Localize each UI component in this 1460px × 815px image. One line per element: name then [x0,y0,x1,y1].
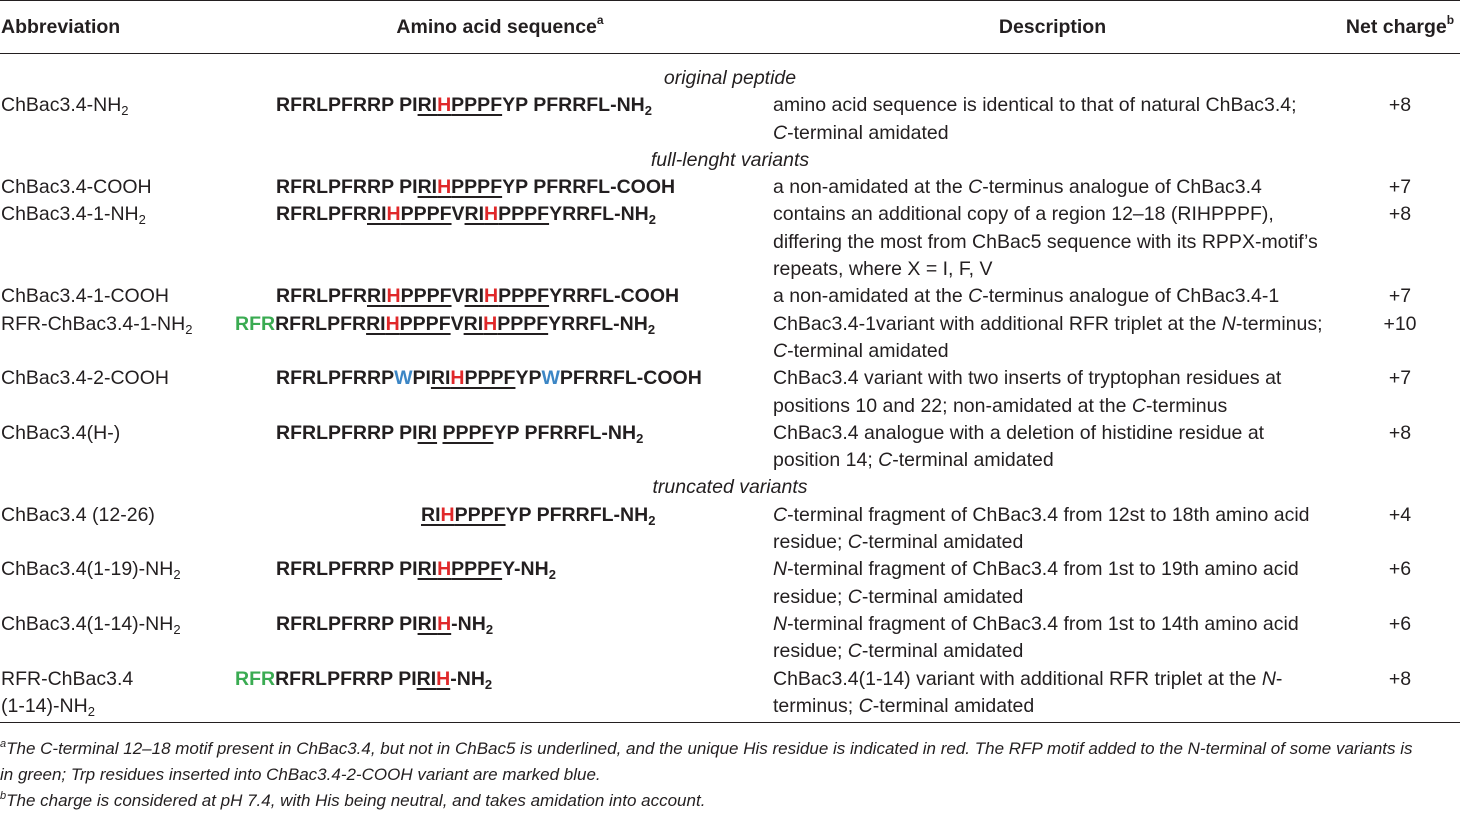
table-row [0,611,1460,666]
description-cell: N-terminal fragment of ChBac3.4 from 1st to 19th amino acid residue; C-terminal amidated [773,558,1299,608]
abbreviation-cell: ChBac3.4(H-) [1,421,121,444]
table-row [0,420,1460,475]
charge-cell: +6 [1388,558,1412,581]
sequence-cell: RFRLPFRRP PIRIHPPPFYP PFRRFL-$NH_2$ [276,94,652,119]
sequence-cell: RFRLPFRRP PIRIHPPPFY-$NH_2$ [276,558,556,583]
sequence-cell: RFRRFRLPFRRP PIRIH-$NH_2$ [235,666,765,723]
sequence-cell: RFRRFRLPFRRIHPPPFVRIHPPPFYRRFL-$NH_2$ [235,312,656,337]
section-row-original [0,65,1460,92]
abbreviation-cell: $ChBac3.4-NH_2$ [1,94,129,119]
table-row [0,201,1460,283]
description-cell: amino acid sequence is identical to that of natural ChBac3.4; C-terminal amidated [773,94,1297,144]
description-cell: contains an additional copy of a region 12–18 (RIHPPPF), differing the most from ChBac5 sequence with its RPPX-motif’s repeats, where X = I, F, V [773,203,1318,281]
abbreviation-cell: ChBac3.4 (12-26) [1,503,155,526]
abbreviation-cell: $ChBac3.4(1-19)-NH_2$ [1,558,181,583]
table-row [0,556,1460,611]
description-cell: ChBac3.4(1-14) variant with additional RFR triplet at the N- terminus; C-terminal amidated [765,666,1340,723]
charge-cell: +6 [1388,612,1412,635]
description-cell: N-terminal fragment of ChBac3.4 from 1st to 14th amino acid residue; C-terminal amidated [773,612,1299,663]
section-label: truncated variants [652,476,808,499]
table-row [0,311,1460,366]
abbreviation-cell: RFR-ChBac3.4 $(1-14)-NH_2$ [0,666,235,723]
header-row [0,1,1460,54]
charge-cell: +8 [1388,421,1412,444]
sequence-cell: RIHPPPFYP PFRRFL-$NH_2$ [421,503,656,528]
sequence-cell: RFRLPFRRIHPPPFVRIHPPPFYRRFL-COOH [276,285,680,308]
section-row-full [0,147,1460,174]
abbreviation-cell: ChBac3.4-2-COOH [1,367,169,390]
section-row-truncated [0,474,1460,501]
table-footnotes [0,736,1460,814]
table-row [0,174,1460,201]
description-cell: ChBac3.4-1variant with additional RFR triplet at the N-terminus; C-terminal amidated [773,312,1323,362]
table-row [0,365,1460,420]
charge-cell: +8 [1388,94,1412,117]
header-charge: Net charge$^b$ [1340,1,1460,54]
table-row [0,502,1460,557]
abbreviation-cell: RFR-$ChBac3.4-1-NH_2$ [1,312,193,337]
charge-cell: +8 [1388,203,1412,226]
abbreviation-cell: ChBac3.4-1-COOH [1,285,169,308]
description-cell: a non-amidated at the C-terminus analogue of ChBac3.4 [773,176,1262,199]
charge-cell: +7 [1388,367,1412,390]
abbreviation-cell: ChBac3.4-COOH [1,176,152,199]
header-description: Description [765,1,1340,54]
section-label: original peptide [663,67,797,89]
header-sequence: Amino acid sequence$^a$ [235,1,765,54]
abbreviation-cell: $ChBac3.4-1-NH_2$ [1,203,146,228]
charge-cell: +10 [1383,312,1417,335]
sequence-cell: RFRLPFRRIHPPPFVRIHPPPFYRRFL-$NH_2$ [276,203,656,228]
sequence-cell: RFRLPFRRP PIRI PPPFYP PFRRFL-$NH_2$ [276,421,644,446]
sequence-cell: RFRLPFRRP PIRIHPPPFYP PFRRFL-COOH [276,176,676,199]
footnote-b: $^b$The charge is considered at pH 7.4, with His being neutral, and takes amidation into account. [0,790,706,810]
charge-cell: +8 [1340,666,1460,723]
charge-cell: +7 [1388,285,1412,308]
sequence-cell: RFRLPFRRPWPIRIHPPPFYPWPFRRFL-COOH [276,367,702,390]
charge-cell: +7 [1388,176,1412,199]
table-row [0,92,1460,147]
charge-cell: +4 [1388,503,1412,526]
table-row [0,666,1460,723]
header-abbreviation: Abbreviation [0,1,235,54]
section-label: full-lenght variants [650,148,810,171]
table-row [0,283,1460,310]
description-cell: ChBac3.4 analogue with a deletion of histidine residue at position 14; C-terminal amidated [773,421,1265,472]
description-cell: ChBac3.4 variant with two inserts of tryptophan residues at positions 10 and 22; non-amidated at the C-terminus [773,367,1282,417]
description-cell: a non-amidated at the C-terminus analogue of ChBac3.4-1 [773,285,1280,308]
description-cell: C-terminal fragment of ChBac3.4 from 12st to 18th amino acid residue; C-terminal amidated [773,503,1310,554]
footnote-a: $^a$The C-terminal 12–18 motif present in ChBac3.4, but not in ChBac5 is underlined, and the unique His residue is indicated in red. The RFP motif added to the N-terminal of some variants is in green; Trp residues inserted into ChBac3.4-2-COOH variant are marked blue. [0,738,1413,784]
sequence-cell: RFRLPFRRP PIRIH-$NH_2$ [276,612,494,637]
abbreviation-cell: $ChBac3.4(1-14)-NH_2$ [1,612,181,637]
